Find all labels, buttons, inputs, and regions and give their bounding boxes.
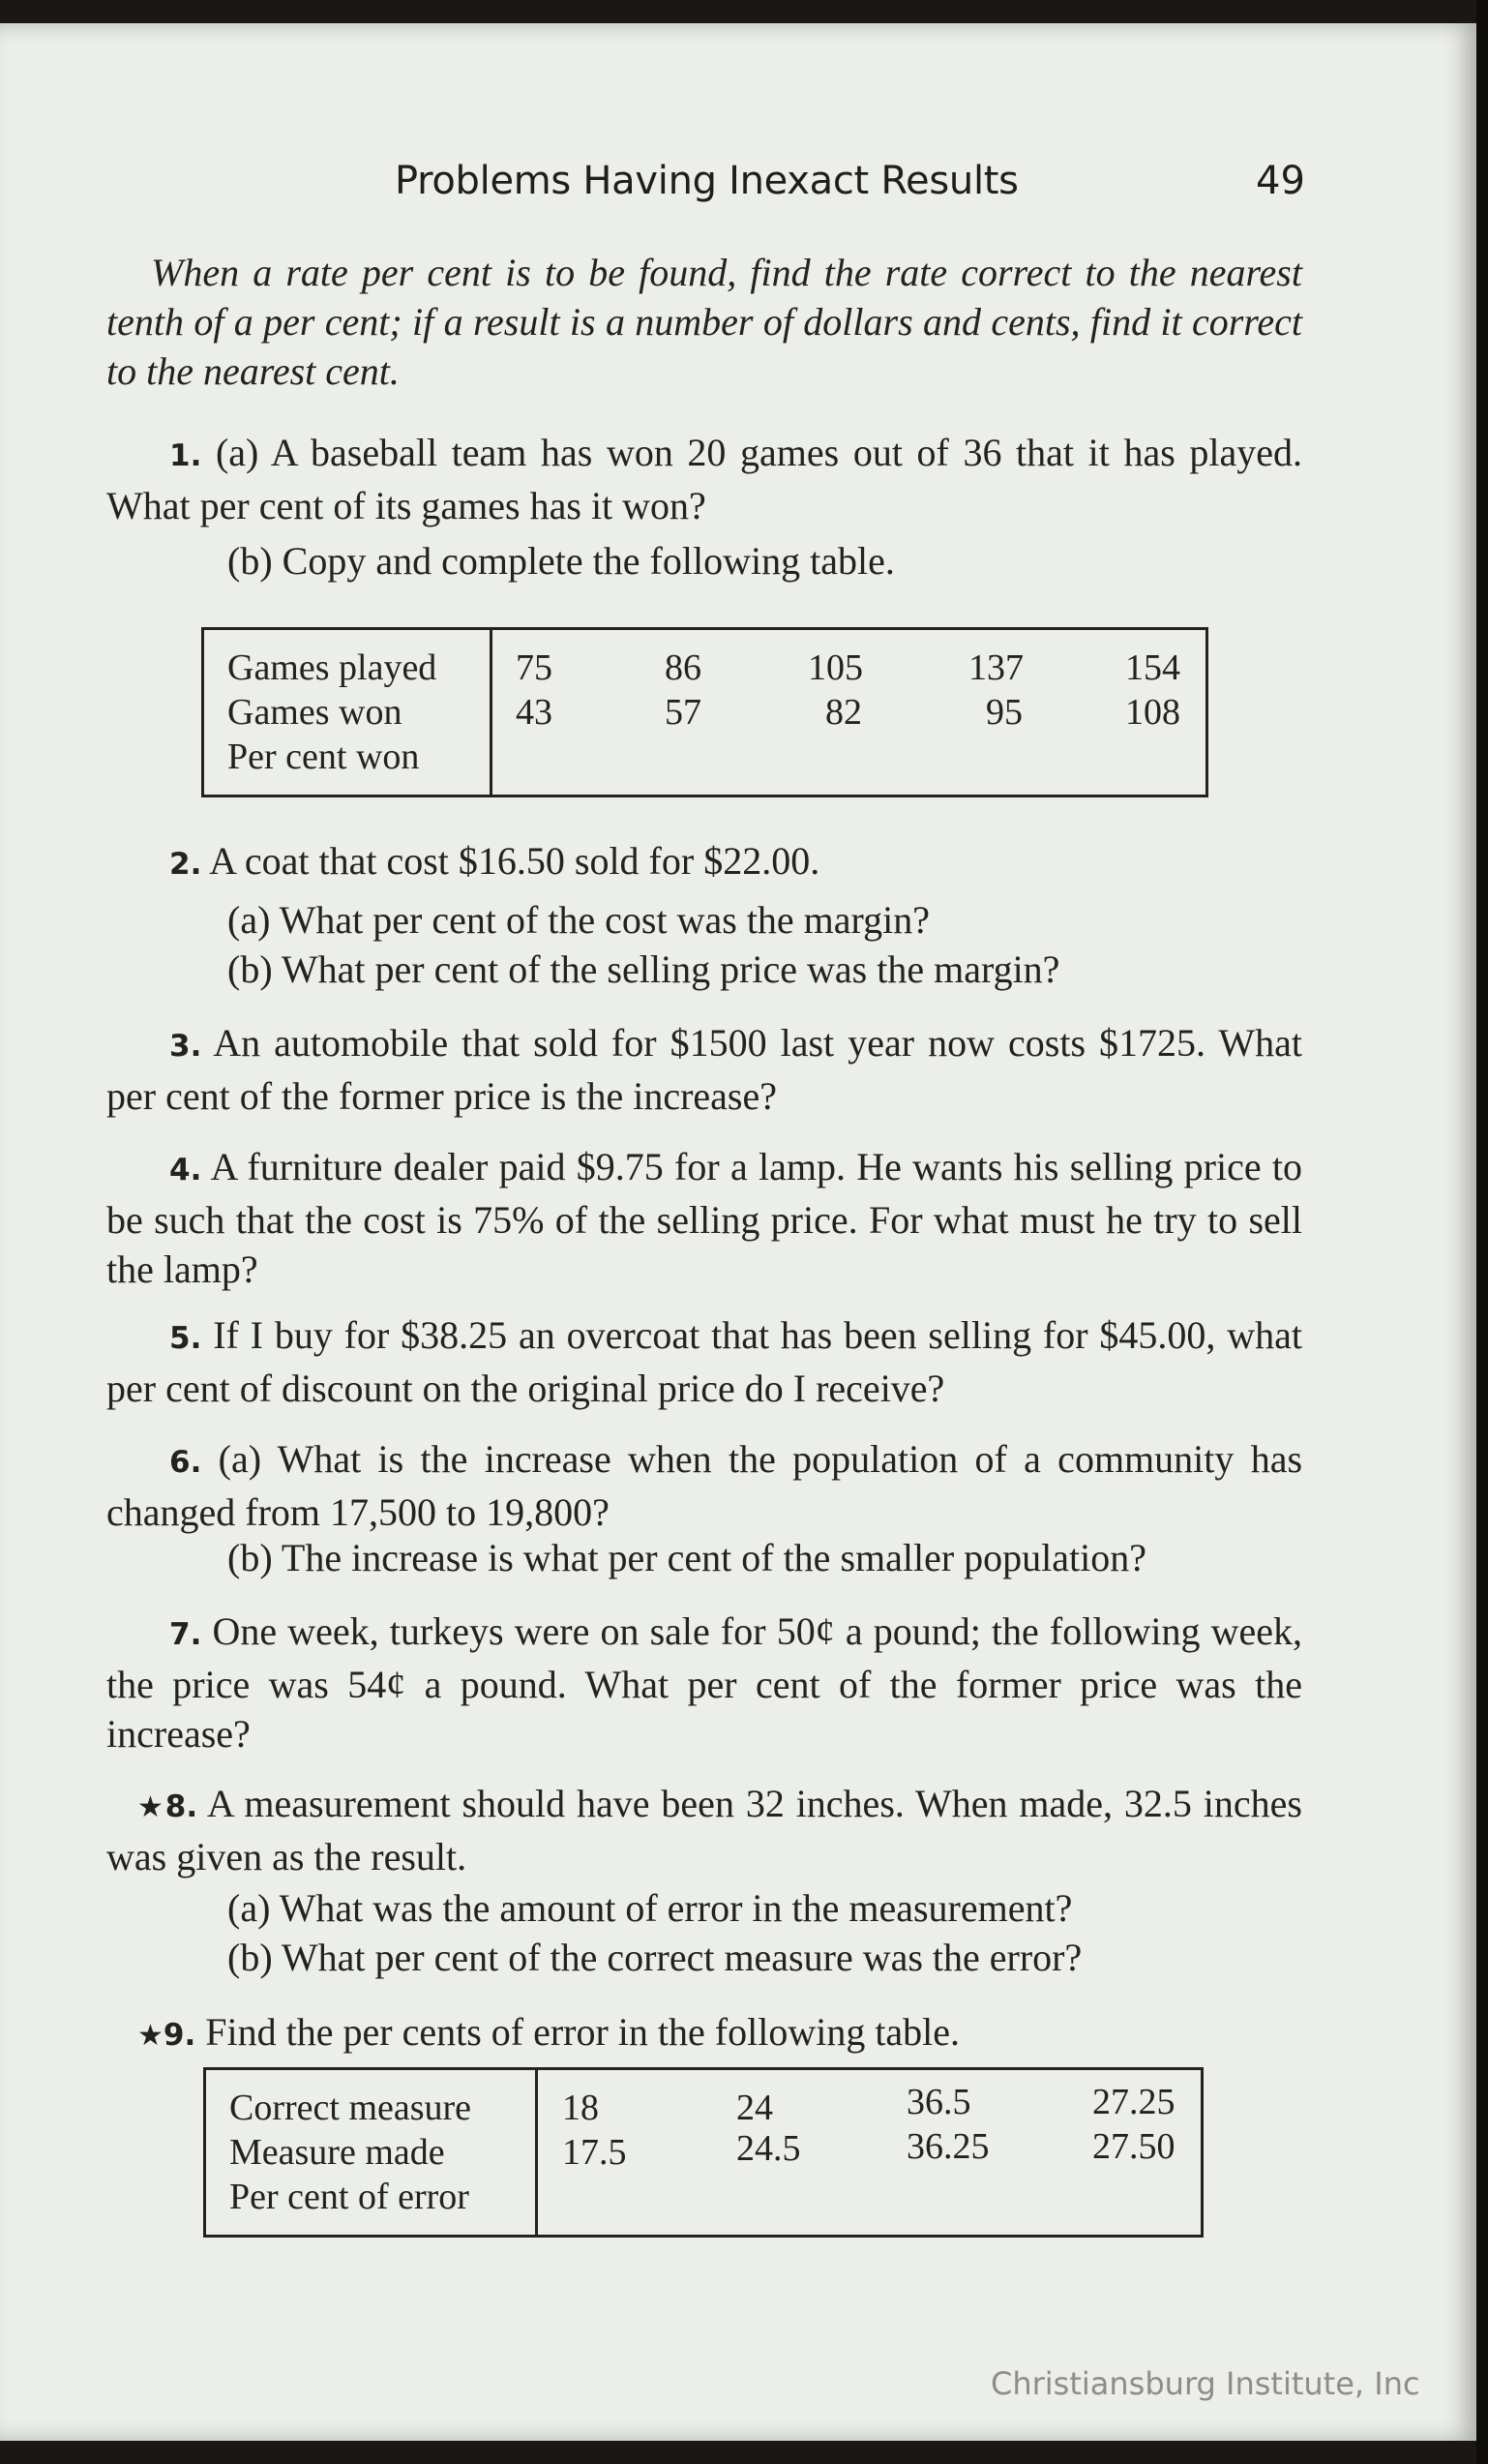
problem-3 xyxy=(106,1018,1302,1121)
table-cell: 36.25 xyxy=(907,2126,990,2167)
problem-8-part-a: (a) What was the amount of error in the measurement? xyxy=(227,1886,1073,1930)
problem-1-part-a: (a) A baseball team has won 20 games out of 36 that it has played. What per cent of its games has it won? xyxy=(106,431,1303,527)
book-page xyxy=(0,23,1478,2441)
problem-8-text: A measurement should have been 32 inches. When made, 32.5 inches was given as the result. xyxy=(106,1782,1302,1878)
problem-8-part-b: (b) What per cent of the correct measure was the error? xyxy=(227,1936,1083,1979)
table-label-column xyxy=(206,2070,538,2235)
table-cell: 108 xyxy=(1125,692,1180,733)
problem-number: 4. xyxy=(169,1153,202,1187)
page-edge-shadow xyxy=(1476,0,1488,2464)
table-cell: 95 xyxy=(986,692,1023,733)
problem-1-part-b: (b) Copy and complete the following table. xyxy=(227,539,895,583)
table-cell: 36.5 xyxy=(907,2082,971,2122)
table-cell: 43 xyxy=(516,692,552,733)
table-label-column xyxy=(204,630,492,795)
row-label: Games won xyxy=(227,692,402,733)
problem-2 xyxy=(106,836,1302,889)
table-cell: 24.5 xyxy=(736,2128,801,2169)
problem-number: 1. xyxy=(169,438,202,473)
error-table xyxy=(203,2067,1204,2238)
problem-7-text: One week, turkeys were on sale for 50¢ a pound; the following week, the price was 54¢ a pound. What per cent of the former price was the increase? xyxy=(106,1609,1302,1756)
table-cell: 137 xyxy=(968,647,1024,688)
problem-7 xyxy=(106,1607,1302,1758)
row-label: Games played xyxy=(227,647,437,688)
problem-6 xyxy=(106,1434,1302,1537)
problem-5 xyxy=(106,1310,1302,1413)
table-cell: 27.25 xyxy=(1092,2082,1176,2122)
problem-6-part-a: (a) What is the increase when the population of a community has changed from 17,500 to 19,800? xyxy=(106,1437,1303,1534)
problem-3-text: An automobile that sold for $1500 last year now costs $1725. What per cent of the former price is the increase? xyxy=(106,1021,1302,1118)
problem-2-text: A coat that cost $16.50 sold for $22.00. xyxy=(209,839,820,883)
table-cell: 86 xyxy=(665,647,701,688)
table-cell: 154 xyxy=(1125,647,1180,688)
table-cell: 24 xyxy=(736,2088,773,2128)
problem-number: 3. xyxy=(169,1029,202,1064)
problem-2-part-a: (a) What per cent of the cost was the margin? xyxy=(227,898,931,942)
games-table xyxy=(201,627,1208,797)
star-icon: ★ xyxy=(137,2019,164,2053)
problem-number: 7. xyxy=(169,1617,202,1652)
page-number: 49 xyxy=(1256,159,1305,203)
row-label: Per cent of error xyxy=(229,2177,469,2217)
table-cell: 57 xyxy=(665,692,701,733)
problem-9 xyxy=(106,2007,1302,2060)
star-icon: ★ xyxy=(137,1790,165,1824)
table-cell: 27.50 xyxy=(1092,2126,1176,2167)
table-cell: 75 xyxy=(516,647,552,688)
problem-2-part-b: (b) What per cent of the selling price was the margin? xyxy=(227,947,1060,991)
problem-number: 5. xyxy=(169,1321,202,1356)
problem-1 xyxy=(106,428,1302,530)
problem-number: 6. xyxy=(169,1445,202,1480)
problem-4 xyxy=(106,1142,1302,1294)
row-label: Measure made xyxy=(229,2132,445,2173)
problem-4-text: A furniture dealer paid $9.75 for a lamp. He wants his selling price to be such that the cost is 75% of the selling price. For what must he try to sell the lamp? xyxy=(106,1145,1302,1291)
running-header xyxy=(0,159,1305,217)
row-label: Correct measure xyxy=(229,2088,472,2128)
table-cell: 18 xyxy=(562,2088,599,2128)
table-cell: 82 xyxy=(825,692,862,733)
problem-number: 2. xyxy=(169,847,202,882)
problem-5-text: If I buy for $38.25 an overcoat that has been selling for $45.00, what per cent of discount on the original price do I receive? xyxy=(106,1313,1302,1410)
problem-6-part-b: (b) The increase is what per cent of the smaller population? xyxy=(227,1536,1147,1579)
table-cell: 17.5 xyxy=(562,2132,627,2173)
table-cell: 105 xyxy=(808,647,863,688)
problem-8 xyxy=(106,1779,1302,1881)
row-label: Per cent won xyxy=(227,736,420,777)
problem-number: 8. xyxy=(164,1789,198,1824)
watermark: Christiansburg Institute, Inc xyxy=(991,2365,1420,2402)
instructions: When a rate per cent is to be found, find the rate correct to the nearest tenth of a per cent; if a result is a number of dollars and cents, find it correct to the nearest cent. xyxy=(106,251,1302,393)
problem-number: 9. xyxy=(163,2018,196,2053)
header-title: Problems Having Inexact Results xyxy=(395,159,1019,203)
problem-9-text: Find the per cents of error in the following table. xyxy=(205,2010,961,2054)
